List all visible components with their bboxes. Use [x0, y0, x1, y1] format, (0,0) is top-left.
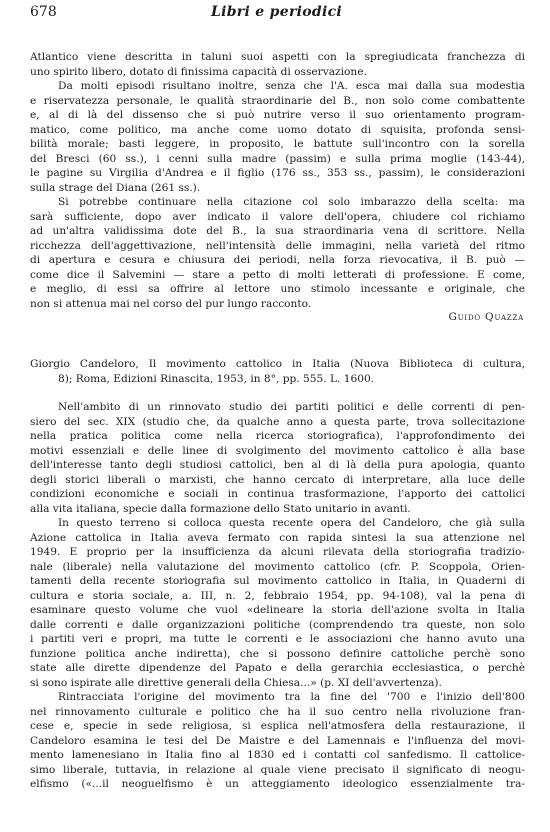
text-line: ricchezza dell'aggettivazione, nell'intensità delle immagini, nella varietà del ritmo: [30, 239, 525, 252]
text-line: ad un'altra validissima dote del B., la sua straordinaria vena di scrittore. Nella: [30, 225, 525, 237]
text-line: Rintracciata l'origine del movimento tra la fine del '700 e l'inizio dell'800: [58, 691, 525, 703]
text-line: si sono ispirate alle direttive generali della Chiesa...» (p. XI dell'avvertenza).: [30, 676, 442, 689]
text-line: dell'interesse tanto degli studiosi cattolici, ben al di là della pura apologia, quanto: [30, 459, 525, 471]
text-line: del Bresci (60 ss.), i cenni sulla madre (passim) e sulla prima moglie (143-44),: [30, 152, 525, 165]
text-line: siero del sec. XIX (studio che, da qualche anno a questa parte, trova sollecitazione: [30, 415, 525, 428]
text-line: matico, come politico, ma anche come uomo dotato di squisita, profonda sensi-: [30, 123, 525, 136]
text-line: nella pratica politica come nella ricerca storiografica), l'approfondimento dei: [30, 430, 525, 442]
text-line: mento lamenesiano in Italia fino al 1830 ed i contatti col sanfedismo. Il cattolice-: [30, 749, 525, 761]
text-line: Azione cattolica in Italia aveva fermato con rapida sintesi la sua attenzione nel: [30, 531, 525, 544]
text-line: simo liberale, tuttavia, in relazione al quale viene precisato il significato di neogu-: [30, 763, 525, 776]
text-line: In questo terreno si colloca questa recente opera del Candeloro, che già sulla: [58, 517, 525, 529]
text-line: sulla strage del Diana (261 ss.).: [30, 181, 201, 194]
text-line: elfismo («...il neoguelfismo è un atteggiamento ideologico essenzialmente tra-: [30, 778, 525, 790]
text-line: le pagine su Virgilia d'Andrea e il figlio (176 ss., 353 ss., passim), le considerazioni: [30, 167, 525, 179]
page-header: [30, 4, 523, 24]
page-number: 678: [30, 4, 57, 20]
text-line: tamenti della recente storiografia sul movimento cattolico in Italia, in Quaderni di: [30, 575, 525, 587]
review-1-signature: Guido Quazza: [448, 311, 524, 323]
text-line: Candeloro esamina le tesi del De Maistre e del Lamennais e l'influenza del movi-: [30, 734, 525, 747]
text-line: Giorgio Candeloro, Il movimento cattolico in Italia (Nuova Biblioteca di cultura,: [30, 358, 525, 370]
text-line: i partiti veri e propri, ma tutte le correnti e le associazioni che hanno avuto una: [30, 633, 525, 645]
text-line: 8); Roma, Edizioni Rinascita, 1953, in 8°, pp. 555. L. 1600.: [58, 372, 375, 385]
text-line: Si potrebbe continuare nella citazione col solo imbarazzo della scelta: ma: [58, 196, 525, 208]
text-line: 1949. E proprio per la insufficienza da alcuni rilevata della storiografia tradizio-: [30, 546, 525, 558]
review-2-body: [30, 400, 525, 792]
text-line: cultura e storia sociale, a. III, n. 2, febbraio 1954, pp. 94-108), val la pena di: [30, 589, 525, 602]
text-line: nale (liberale) nella valutazione del movimento cattolico (cfr. P. Scoppola, Orien-: [30, 560, 525, 573]
running-title: Libri e periodici: [210, 4, 343, 20]
text-line: nel rinnovamento culturale e politico che ha il suo centro nella rivoluzione fran-: [30, 705, 525, 718]
text-line: esaminare questo volume che vuol «delineare la storia dell'azione svolta in Italia: [30, 604, 525, 616]
text-line: degli storici liberali o marxisti, che hanno cercato di interpretare, alla luce delle: [30, 473, 525, 486]
text-line: bilità morale; basti leggere, in proposito, le battute sull'incontro con la sorella: [30, 138, 525, 150]
text-line: e, al di là del dissenso che si può nutrire verso il suo orientamento program-: [30, 109, 525, 121]
text-line: dalle correnti e dalle organizzazioni politiche (comprendendo tra queste, non solo: [30, 618, 525, 631]
text-line: state alle dirette dipendenze del Papato e della gerarchia ecclesiastica, o perchè: [30, 662, 525, 674]
text-line: cese e, specie in sede religiosa, si esplica nell'atmosfera della restaurazione, il: [30, 720, 525, 732]
text-line: Nell'ambito di un rinnovato studio dei partiti politici e delle correnti di pen-: [58, 401, 525, 413]
text-line: di apertura e cesura e chiusura dei periodi, nella forza rievocativa, il B. può —: [30, 254, 525, 266]
text-line: funzione politica anche indiretta), che si possono definire cattoliche perchè sono: [30, 647, 525, 660]
text-line: motivi essenziali e delle linee di svolgimento del movimento cattolico è alla base: [30, 444, 525, 457]
text-line: e riservatezza personale, le qualità straordinarie del B., non solo come combattente: [30, 94, 525, 107]
text-line: condizioni economiche e sociali in continua trasformazione, l'apporto dei cattolici: [30, 488, 525, 500]
text-line: non si attenua mai nel corso del pur lungo racconto.: [30, 297, 312, 310]
review-2-citation: [30, 357, 525, 386]
text-line: e meglio, di essi sa offrire al lettore uno stimolo incessante e originale, che: [30, 283, 525, 295]
text-line: sarà sufficiente, dopo aver indicato il valore dell'opera, chiudere col richiamo: [30, 210, 525, 223]
text-line: alla vita italiana, specie dalla formazione dello Stato unitario in avanti.: [30, 502, 411, 515]
text-line: uno spirito libero, dotato di finissima capacità di osservazione.: [30, 65, 367, 78]
text-line: Da molti episodi risultano inoltre, senza che l'A. esca mai dalla sua modestia: [58, 80, 525, 92]
review-1-body: [30, 50, 525, 311]
text-line: come dice il Salvemini — stare a petto di molti letterati di professione. E come,: [30, 268, 525, 281]
text-line: Atlantico viene descritta in taluni suoi aspetti con la spregiudicata franchezza di: [30, 51, 525, 63]
